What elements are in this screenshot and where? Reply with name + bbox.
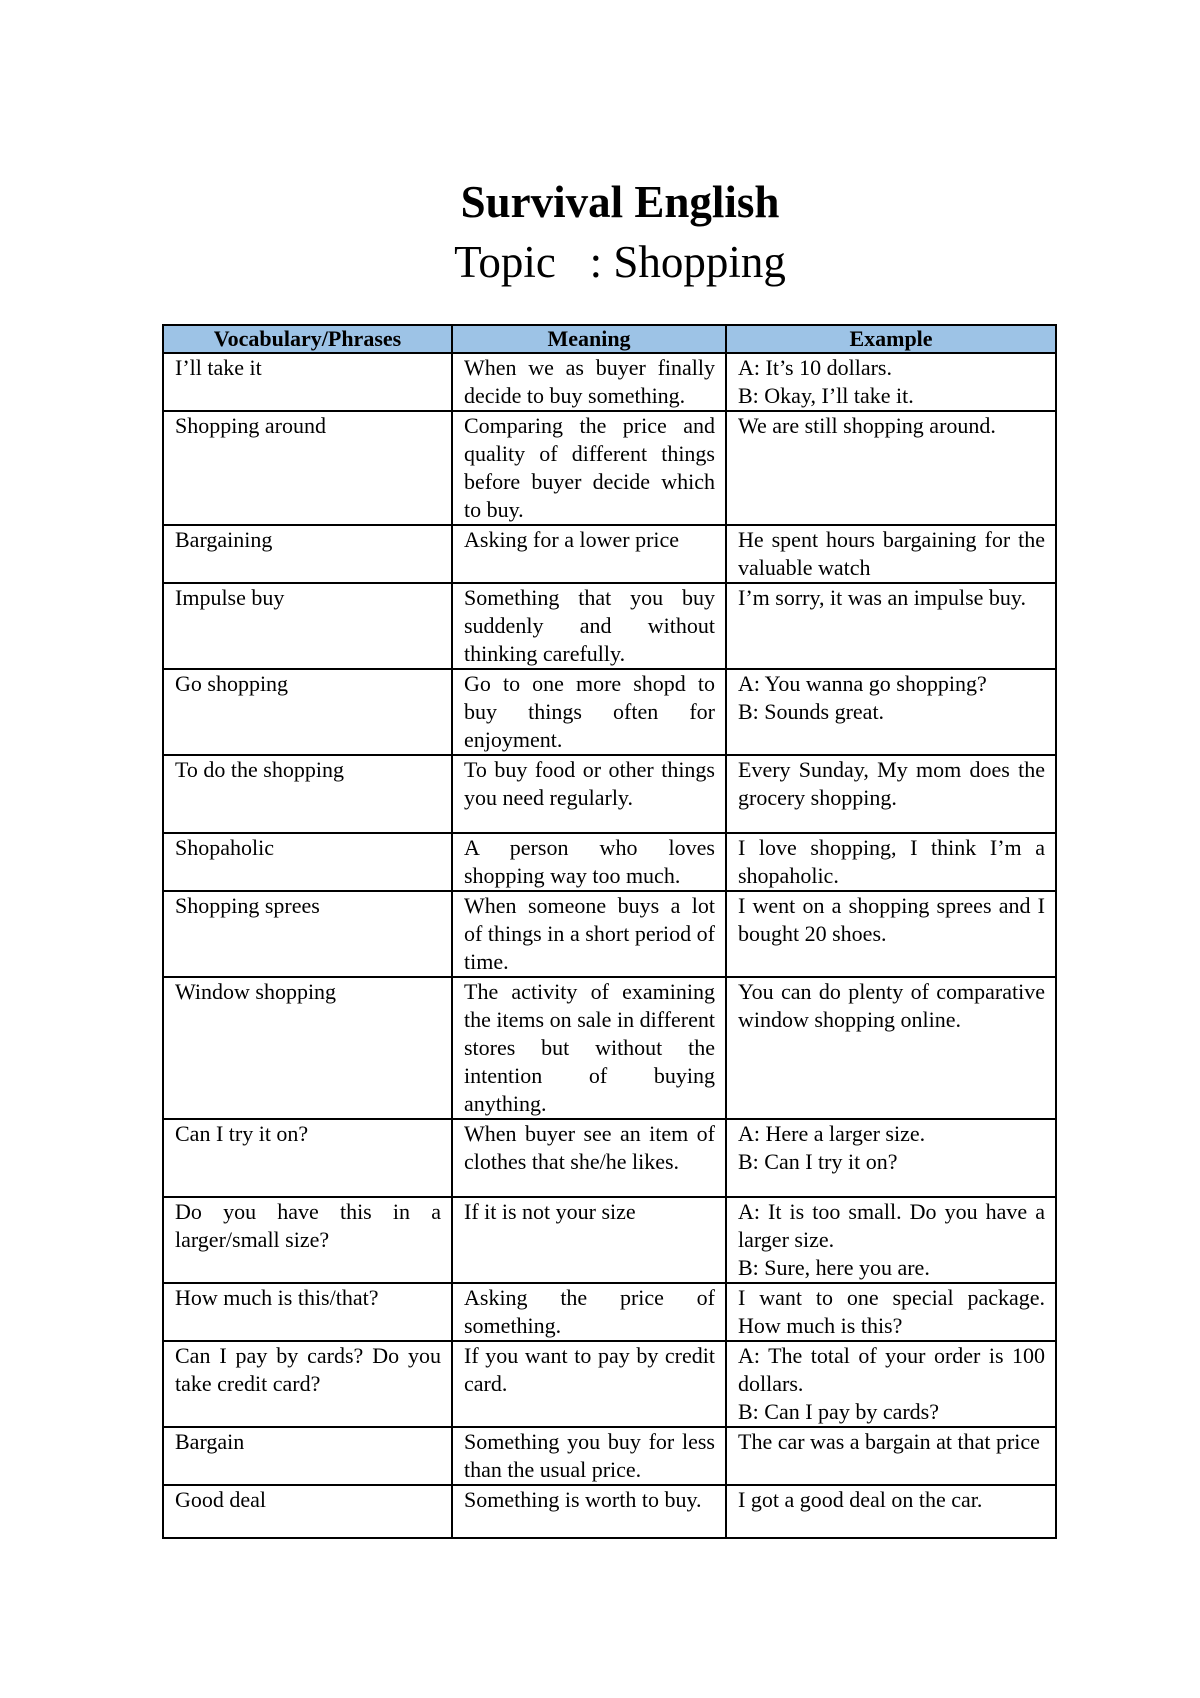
cell-example bbox=[726, 1119, 1056, 1197]
table-row bbox=[163, 669, 1056, 755]
cell-meaning: Asking the price of something. bbox=[452, 1283, 726, 1341]
cell-phrase: Bargaining bbox=[163, 525, 452, 583]
example-line: I want to one special package. How much is this? bbox=[738, 1285, 1045, 1338]
cell-example bbox=[726, 1283, 1056, 1341]
table-row bbox=[163, 1283, 1056, 1341]
table-row bbox=[163, 411, 1056, 525]
cell-phrase: Bargain bbox=[163, 1427, 452, 1485]
cell-phrase: Good deal bbox=[163, 1485, 452, 1538]
table-row bbox=[163, 1485, 1056, 1538]
example-line: You can do plenty of comparative window shopping online. bbox=[738, 979, 1045, 1032]
table-row bbox=[163, 1427, 1056, 1485]
cell-meaning: Something is worth to buy. bbox=[452, 1485, 726, 1538]
cell-example bbox=[726, 833, 1056, 891]
table-row bbox=[163, 891, 1056, 977]
cell-meaning: When someone buys a lot of things in a short period of time. bbox=[452, 891, 726, 977]
cell-phrase: Impulse buy bbox=[163, 583, 452, 669]
cell-meaning: When buyer see an item of clothes that she/he likes. bbox=[452, 1119, 726, 1197]
cell-example bbox=[726, 1485, 1056, 1538]
cell-example bbox=[726, 669, 1056, 755]
example-line: I’m sorry, it was an impulse buy. bbox=[738, 585, 1026, 610]
header-meaning: Meaning bbox=[452, 325, 726, 353]
cell-phrase: Shopping sprees bbox=[163, 891, 452, 977]
cell-meaning: If it is not your size bbox=[452, 1197, 726, 1283]
cell-example bbox=[726, 411, 1056, 525]
example-line: B: Sure, here you are. bbox=[738, 1255, 930, 1280]
table-row bbox=[163, 583, 1056, 669]
cell-example bbox=[726, 525, 1056, 583]
document-title: Survival English bbox=[460, 177, 780, 227]
example-line: We are still shopping around. bbox=[738, 413, 996, 438]
header-vocabulary: Vocabulary/Phrases bbox=[163, 325, 452, 353]
table-row bbox=[163, 1119, 1056, 1197]
example-line: A: Here a larger size. bbox=[738, 1121, 926, 1146]
cell-meaning: Comparing the price and quality of different things before buyer decide which to buy. bbox=[452, 411, 726, 525]
example-line: The car was a bargain at that price bbox=[738, 1429, 1040, 1454]
table-row bbox=[163, 525, 1056, 583]
cell-meaning: If you want to pay by credit card. bbox=[452, 1341, 726, 1427]
cell-meaning: Something you buy for less than the usual price. bbox=[452, 1427, 726, 1485]
cell-phrase: I’ll take it bbox=[163, 353, 452, 411]
cell-phrase: Shopaholic bbox=[163, 833, 452, 891]
table-row bbox=[163, 977, 1056, 1119]
example-line: He spent hours bargaining for the valuable watch bbox=[738, 527, 1045, 580]
example-line: I love shopping, I think I’m a shopaholic. bbox=[738, 835, 1045, 888]
cell-meaning: Something that you buy suddenly and without thinking carefully. bbox=[452, 583, 726, 669]
cell-example bbox=[726, 977, 1056, 1119]
cell-example bbox=[726, 1197, 1056, 1283]
cell-example bbox=[726, 353, 1056, 411]
cell-example bbox=[726, 891, 1056, 977]
vocabulary-table bbox=[162, 324, 1057, 1539]
cell-meaning: Go to one more shopd to buy things often for enjoyment. bbox=[452, 669, 726, 755]
cell-phrase: How much is this/that? bbox=[163, 1283, 452, 1341]
cell-example bbox=[726, 1427, 1056, 1485]
cell-example bbox=[726, 583, 1056, 669]
cell-phrase: Do you have this in a larger/small size? bbox=[163, 1197, 452, 1283]
example-line: B: Can I pay by cards? bbox=[738, 1399, 939, 1424]
example-line: A: You wanna go shopping? bbox=[738, 671, 987, 696]
cell-meaning: A person who loves shopping way too much. bbox=[452, 833, 726, 891]
cell-phrase: Can I try it on? bbox=[163, 1119, 452, 1197]
table-row bbox=[163, 1197, 1056, 1283]
example-line: Every Sunday, My mom does the grocery shopping. bbox=[738, 757, 1045, 810]
example-line: A: It is too small. Do you have a larger size. bbox=[738, 1199, 1045, 1252]
example-line: I went on a shopping sprees and I bought 20 shoes. bbox=[738, 893, 1045, 946]
cell-phrase: To do the shopping bbox=[163, 755, 452, 833]
table-row bbox=[163, 755, 1056, 833]
cell-phrase: Can I pay by cards? Do you take credit card? bbox=[163, 1341, 452, 1427]
cell-example bbox=[726, 755, 1056, 833]
cell-example bbox=[726, 1341, 1056, 1427]
table-row bbox=[163, 1341, 1056, 1427]
table-row bbox=[163, 353, 1056, 411]
cell-meaning: When we as buyer finally decide to buy something. bbox=[452, 353, 726, 411]
cell-phrase: Shopping around bbox=[163, 411, 452, 525]
cell-meaning: The activity of examining the items on sale in different stores but without the intention of buying anything. bbox=[452, 977, 726, 1119]
cell-phrase: Window shopping bbox=[163, 977, 452, 1119]
header-example: Example bbox=[726, 325, 1056, 353]
cell-phrase: Go shopping bbox=[163, 669, 452, 755]
example-line: I got a good deal on the car. bbox=[738, 1487, 983, 1512]
example-line: B: Can I try it on? bbox=[738, 1149, 898, 1174]
example-line: B: Sounds great. bbox=[738, 699, 885, 724]
document-subtitle: Topic : Shopping bbox=[454, 237, 786, 287]
example-line: A: The total of your order is 100 dollars. bbox=[738, 1343, 1045, 1396]
table-header-row bbox=[163, 325, 1056, 353]
example-line: B: Okay, I’ll take it. bbox=[738, 383, 914, 408]
cell-meaning: To buy food or other things you need regularly. bbox=[452, 755, 726, 833]
table-row bbox=[163, 833, 1056, 891]
table-body bbox=[163, 353, 1056, 1538]
cell-meaning: Asking for a lower price bbox=[452, 525, 726, 583]
example-line: A: It’s 10 dollars. bbox=[738, 355, 892, 380]
